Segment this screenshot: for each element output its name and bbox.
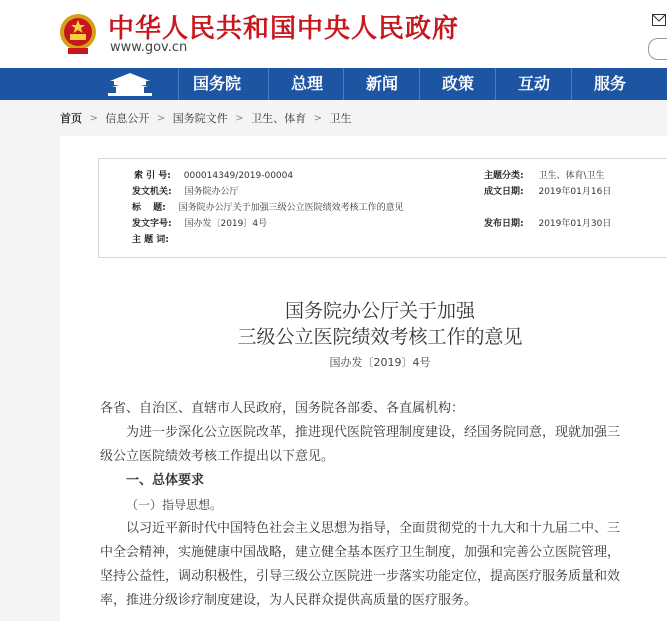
meta-issuer-label: 发文机关: [132,187,172,197]
meta-created-value: 2019年01月16日 [538,187,612,197]
meta-published-label: 发布日期: [484,219,524,229]
chevron-right-icon: > [313,112,323,124]
meta-index [134,168,293,181]
breadcrumb-info-public[interactable]: 信息公开 [105,112,150,125]
breadcrumb-health-sports[interactable]: 卫生、体育 [251,112,307,125]
nav-item-interaction[interactable]: 互动 [495,68,572,100]
meta-title-value: 国务院办公厅关于加强三级公立医院绩效考核工作的意见 [178,203,404,213]
meta-subject [132,232,179,245]
site-title[interactable]: 中华人民共和国中央人民政府 [108,14,460,44]
main-nav [0,68,667,100]
salutation: 各省、自治区、直辖市人民政府，国务院各部委、各直属机构： [100,401,465,416]
paragraph-line-4: 率，推进分级诊疗制度建设，为人民群众提供高质量的医疗服务。 [100,593,478,608]
meta-category-label: 主题分类: [484,171,524,181]
paragraph-line-3: 坚持公益性，调动积极性，引导三级公立医院进一步落实功能定位，提高医疗服务质量和效 [100,569,621,584]
site-url[interactable]: www.gov.cn [110,40,188,55]
meta-index-label: 索 引 号: [134,171,171,181]
document-number: 国办发〔2019〕4号 [329,356,431,369]
document-title-block [100,298,660,370]
chevron-right-icon: > [235,112,244,124]
mail-icon[interactable] [652,14,666,26]
meta-subject-label: 主 题 词: [132,235,169,245]
meta-category [484,168,605,181]
meta-docno-label: 发文字号: [132,219,172,229]
site-header [0,0,667,68]
meta-created-label: 成文日期: [484,187,524,197]
nav-item-services[interactable]: 服务 [571,68,648,100]
meta-docno [132,216,267,229]
paragraph-line-2: 中全会精神，实施健康中国战略，建立健全基本医疗卫生制度，加强和完善公立医院管理， [100,545,621,560]
chevron-right-icon: > [156,112,166,124]
breadcrumb-home[interactable]: 首页 [60,112,82,125]
meta-docno-value: 国办发〔2019〕4号 [184,219,268,229]
meta-category-value: 卫生、体育\卫生 [538,171,605,181]
intro-line-2: 级公立医院绩效考核工作提出以下意见。 [100,449,335,464]
nav-item-news[interactable]: 新闻 [343,68,420,100]
document-title-line1: 国务院办公厅关于加强 [284,300,475,322]
breadcrumb-health[interactable]: 卫生 [329,112,352,125]
meta-issuer [132,184,239,197]
document-title-line2: 三级公立医院绩效考核工作的意见 [237,326,523,348]
intro-line-1: 为进一步深化公立医院改革，推进现代医院管理制度建设，经国务院同意，现就加强三 [126,425,621,440]
chevron-right-icon: > [89,112,98,124]
breadcrumb [60,110,352,126]
nav-item-state-council[interactable]: 国务院 [178,68,255,100]
national-emblem-icon[interactable] [58,12,98,56]
search-input[interactable] [648,38,667,60]
paragraph-line-1: 以习近平新时代中国特色社会主义思想为指导，全面贯彻党的十九大和十九届二中、三 [126,521,621,536]
meta-published [484,216,611,229]
meta-published-value: 2019年01月30日 [538,219,612,229]
nav-item-policy[interactable]: 政策 [419,68,496,100]
tiananmen-icon[interactable] [104,71,156,97]
meta-index-value: 000014349/2019-00004 [183,171,294,181]
meta-title [132,200,404,213]
meta-title-label: 标 题: [132,203,166,213]
breadcrumb-state-council-docs[interactable]: 国务院文件 [172,112,228,125]
meta-issuer-value: 国务院办公厅 [184,187,239,197]
nav-item-premier[interactable]: 总理 [268,68,345,100]
meta-created [484,184,611,197]
subsection-heading-1: （一）指导思想。 [126,498,223,512]
section-heading-1: 一、总体要求 [126,473,205,488]
